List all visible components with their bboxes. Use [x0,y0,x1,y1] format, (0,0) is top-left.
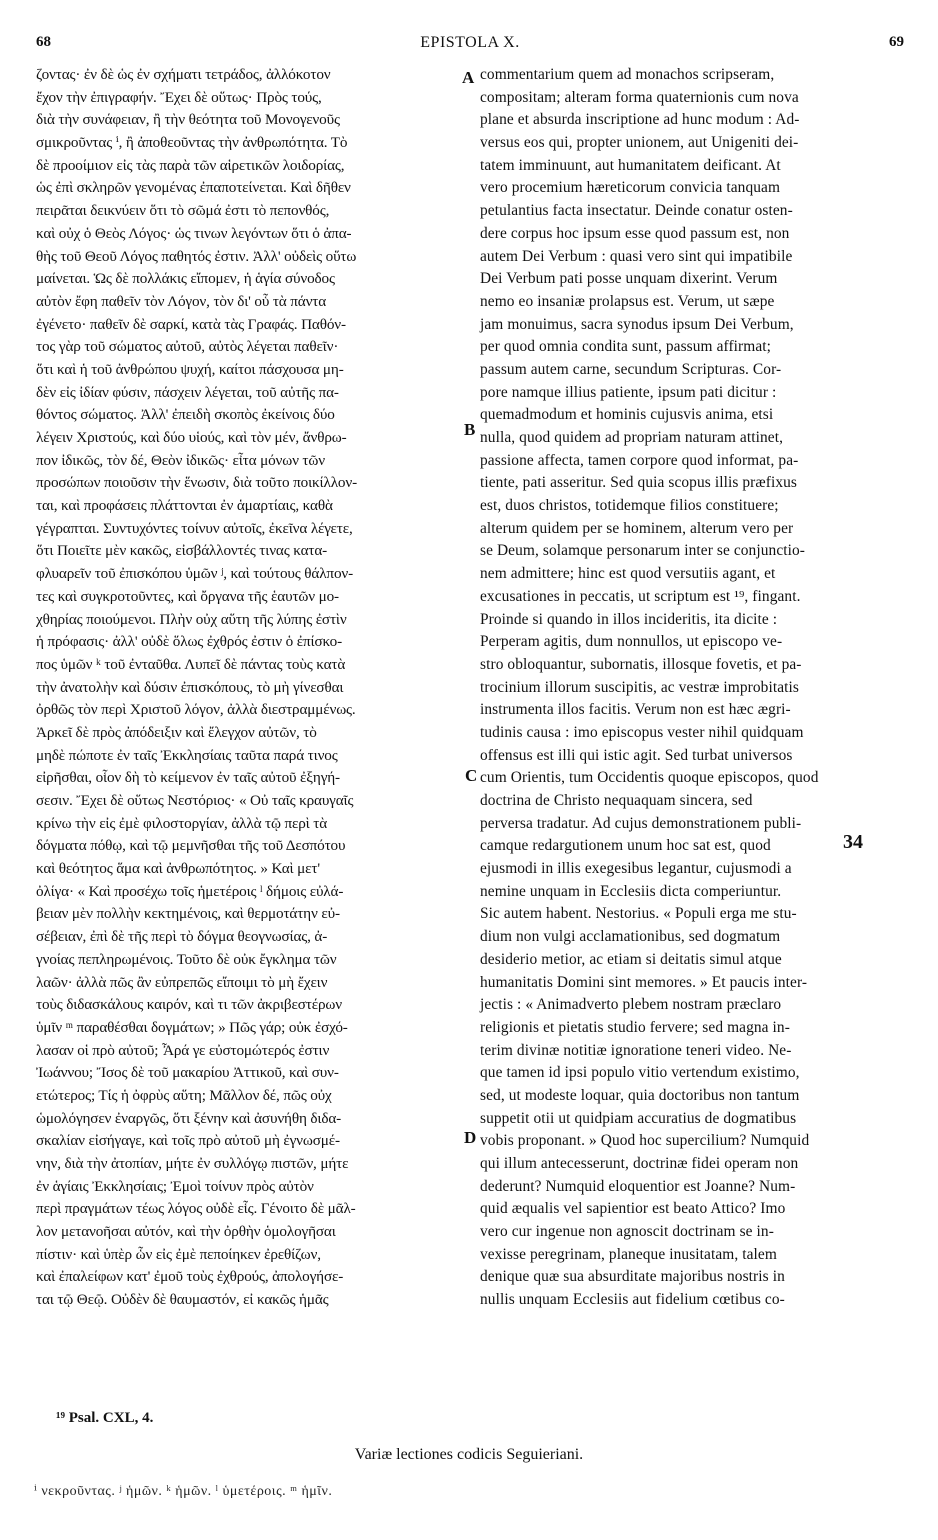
latin-text-line: dere corpus hoc ipsum esse quod passum est, non [480,224,790,242]
greek-text-line: δὲν εἰς ἰδίαν φύσιν, πάσχειν λέγεται, τοῦ αὐτῆς πα- [36,383,339,401]
greek-text-line: ὅτι Ποιεῖτε μὲν κακῶς, εἰσβάλλοντές τινας κατα- [36,542,328,560]
page-header [36,34,904,56]
greek-text-line: φλυαρεῖν τοῦ ἐπισκόπου ὑμῶν ʲ, καὶ τούτους θάλπον- [36,565,354,583]
latin-text-line: alterum quidem per se hominem, alterum vero per [480,519,794,537]
greek-text-line: προσώπων ποιοῦσιν τὴν ἕνωσιν, διὰ τοῦτο ποικίλλον- [36,474,357,492]
greek-text-line: καὶ ἐπαλείφων κατ' ἐμοῦ τοὺς ἐχθρούς, ἀπολογήσε- [36,1268,344,1286]
greek-text-line: ὅτι καὶ ἡ τοῦ ἀνθρώπου ψυχή, καίτοι πάσχουσα μη- [36,360,344,378]
latin-text-line: humanitatis Domini sint memores. » Et paucis inter- [480,973,808,991]
latin-text-line: tudinis causa : imo episcopus vester nihil quidquam [480,723,804,741]
latin-text-line: dederunt? Numquid eloquentior est Joanne? Num- [480,1177,796,1195]
latin-text-line: cum Orientis, tum Occidentis quoque episcopos, quod [480,769,819,787]
greek-text-line: γνοίας πεπληρωμένοις. Τοῦτο δὲ οὐκ ἔγκλημα τῶν [36,950,337,968]
latin-text-line: denique quæ sua absurditate majoribus nostris in [480,1268,785,1286]
greek-text-line: πειρᾶται δεικνύειν ὅτι τὸ σῶμά ἐστι τὸ πεπονθός, [36,202,330,220]
greek-text-line: ὡμολόγησεν ἐναργῶς, ὅτι ξένην καὶ ἀσυνήθη διδα- [36,1109,342,1127]
greek-text-line: νην, διὰ τὴν ἀτοπίαν, μήτε ἐν συλλόγῳ πιστῶν, μήτε [36,1155,349,1172]
variae-lectiones-title: Variæ lectiones codicis Seguieriani. [354,1446,584,1463]
latin-text-line: nulla, quod quidem ad propriam naturam attinet, [480,429,784,446]
greek-text-line: Ἰωάννου; Ἴσος δὲ τοῦ μακαρίου Ἀττικοῦ, καὶ συν- [36,1064,339,1082]
greek-text-line: σέβειαν, ἐπὶ δὲ τῆς περὶ τὸ δόγμα θεογνωσίας, ἀ- [36,928,328,946]
greek-text-line: ὀρθῶς τὸν περὶ Χριστοῦ λόγον, ἀλλὰ διεστραμμένως. [36,701,356,719]
greek-text-line: χθηρίας ποιούμενοι. Πλὴν οὐχ αὕτη τῆς λύπης ἐστὶν [36,610,347,628]
latin-text-line: camque redargutionem unum hoc sat est, quod [480,837,771,855]
latin-text-line: passione affecta, tamen corpore quod informat, pa- [480,451,799,469]
latin-text-line: nemo eo insaniæ prolapsus est. Verum, ut sæpe [480,292,775,310]
latin-text-line: terim divinæ notitiæ ignoratione teneri video. Ne- [480,1041,792,1059]
margin-marker-b: B [464,420,476,439]
latin-text-line: tiente, pati asseritur. Sed quia scopus illis præfixus [480,474,798,492]
latin-text-line: vexisse peregrinam, planeque inusitatam, talem [480,1245,777,1263]
latin-text-line: tatem imminuunt, aut humanitatem deificant. At [480,156,781,174]
greek-text-line: μαίνεται. Ὡς δὲ πολλάκις εἴπομεν, ἡ ἁγία σύνοδος [36,270,335,288]
latin-text-line: per quod omnia condita sunt, passum affirmat; [480,338,772,356]
latin-column [480,64,902,1312]
latin-text-line: se Deum, solamque personarum inter se conjunctio- [480,542,806,560]
greek-text-line: βειαν μὲν πολλὴν κεκτημένοις, καὶ θερμοτάτην εὐ- [36,905,340,923]
latin-text-line: stro obloquantur, subornatis, illosque fovetis, et pa- [480,655,802,673]
latin-text-line: Perperam agitis, dum nonnullos, ut episcopo ve- [480,633,783,651]
latin-text-line: jam monuimus, sacra synodus ipsum Dei Verbum, [480,315,794,333]
latin-text-line: nemine unquam in Ecclesiis dicta comperiuntur. [480,882,782,900]
latin-text-line: petulantius facta insectatur. Deinde conatur osten- [480,202,793,220]
greek-column [36,64,464,1312]
latin-text-line: suppetit otii ut quidpiam accuratius de dogmatibus [480,1109,797,1127]
greek-text-line: λαῶν· ἀλλὰ πῶς ἂν εὐπρεπῶς εἴποιμι τὸ μὴ ἔχειν [36,973,328,991]
latin-text-line: excusationes in peccatis, ut scriptum est ¹⁹, fingant. [480,587,801,605]
greek-text-line: ζοντας· ἐν δὲ ὡς ἐν σχήματι τετράδος, ἀλλόκοτον [36,66,331,83]
latin-text-line: doctrina de Christo nequaquam sincera, sed [480,792,753,809]
latin-text-line: autem Dei Verbum : quasi vero sint qui impatibile [480,247,793,265]
greek-text-line: ἐγένετο· παθεῖν δὲ σαρκί, κατὰ τὰς Γραφάς. Παθόν- [36,315,346,333]
greek-text-line: γέγραπται. Συντυχόντες τοίνυν αὐτοῖς, ἐκεῖνα λέγετε, [36,519,353,537]
latin-text-line: religionis et pietatis studio fervere; sed magna in- [480,1018,790,1036]
greek-text-line: πος ὑμῶν ᵏ τοῦ ἐνταῦθα. Λυπεῖ δὲ πάντας τοὺς κατὰ [36,655,346,673]
greek-text-line: τὴν ἀνατολὴν καὶ δύσιν ἐπισκόπους, τὸ μὴ γίνεσθαι [36,678,344,696]
greek-text-line: διὰ τὴν συνάφειαν, ἢ τὴν θεότητα τοῦ Μονογενοῦς [36,111,340,129]
greek-text-line: θὴς τοῦ Θεοῦ Λόγος παθητός ἐστιν. Ἀλλ' οὐδεὶς οὕτω [36,247,357,265]
margin-marker-c: C [465,766,478,785]
latin-text-line: que tamen id ipsi populo vitio vertendum existimo, [480,1064,800,1082]
latin-text-line: Sic autem habent. Nestorius. « Populi erga me stu- [480,905,797,923]
greek-text-line: καὶ θεότητος ἅμα καὶ ἀνθρωπότητος. » Καὶ μετ' [36,860,320,878]
right-page-number: 69 [889,34,904,50]
greek-text-line: τος γὰρ τοῦ σώματος αὐτοῦ, αὐτὸς λέγεται παθεῖν· [36,338,339,356]
latin-text-line: jectis : « Animadverto plebem nostram præclaro [480,996,782,1014]
greek-text-line: λον μετανοῆσαι αὐτόν, καὶ τὴν ὀρθὴν ὁμολογῆσαι [36,1223,336,1241]
greek-text-line: ἡ πρόφασις· ἀλλ' οὐδὲ ὅλως ἐχθρός ἐστιν ὁ ἐπίσκο- [36,633,342,651]
greek-text-line: δόγματα πόθῳ, καὶ τῷ μεμνῆσθαι τῆς τοῦ Δεσπότου [36,837,346,855]
greek-text-line: σμικροῦντας ⁱ, ἢ ἀποθεοῦντας τὴν ἀνθρωπότητα. Τὸ [36,134,348,152]
greek-text-line: ἐν ἁγίαις Ἐκκλησίαις; Ἐμοὶ τοίνυν πρὸς αὐτὸν [36,1177,314,1195]
greek-text-line: εἰρῆσθαι, οἷον δὴ τὸ κείμενον ἐν ταῖς αὐτοῦ ἐξηγή- [36,769,340,787]
latin-text-line: vero procemium hæreticorum convicia tanquam [480,179,781,197]
latin-text-line: qui illum antecesserunt, doctrinæ fidei operam non [480,1155,799,1172]
latin-text-line: quid æqualis vel sapientior est beato Attico? Imo [480,1200,786,1218]
greek-text-line: αὐτὸν ἔφη παθεῖν τὸν Λόγον, τὸν δι' οὗ τὰ πάντα [36,292,327,310]
greek-text-line: ται τῷ Θεῷ. Οὐδὲν δὲ θαυμαστόν, εἰ κακῶς ἡμᾶς [36,1291,329,1309]
latin-text-line: Dei Verbum pati posse unquam dixerint. Verum [480,270,778,288]
greek-text-line: κρίνω τὴν εἰς ἐμὲ φιλοστοργίαν, ἀλλὰ τῷ περὶ τὰ [36,814,327,832]
greek-text-line: δὲ προοίμιον εἰς τὰς παρὰ τῶν αἱρετικῶν λοιδορίας, [36,156,345,174]
latin-text-line: commentarium quem ad monachos scripseram, [480,66,775,83]
variae-lectiones-line: ⁱ νεκροῦντας. ʲ ἡμῶν. ᵏ ἡμῶν. ˡ ὑμετέροις. ᵐ ἡμῖν. [34,1484,333,1499]
greek-text-line: μηδὲ πώποτε ἐν ταῖς Ἐκκλησίαις ταῦτα παρά τινος [36,746,338,764]
latin-text-line: vobis proponant. » Quod hoc supercilium? Numquid [480,1132,810,1150]
left-page-number: 68 [36,34,51,50]
greek-text-line: λασαν οἱ πρὸ αὐτοῦ; Ἆρά γε εὐστομώτερός ἐστιν [36,1041,330,1059]
greek-text-line: περὶ πραγμάτων τέως λόγος οὐδὲ εἷς. Γένοιτο δὲ μᾶλ- [36,1200,356,1218]
latin-text-line: sed, ut modeste loquar, quia doctoribus non tantum [480,1086,800,1104]
greek-text-line: τες καὶ συγκροτοῦντες, καὶ ὄργανα τῆς ἑαυτῶν μο- [36,587,339,605]
greek-text-line: θόντος σώματος. Ἀλλ' ἐπειδὴ σκοπὸς ἐκείνοις δύο [36,406,335,424]
latin-text-line: compositam; alteram forma quaternionis cum nova [480,88,799,106]
margin-marker-d: D [464,1128,477,1147]
greek-text-line: καὶ οὐχ ὁ Θεὸς Λόγος· ὡς τινων λεγόντων ὅτι ὁ ἀπα- [36,224,352,242]
greek-text-line: λέγειν Χριστούς, καὶ δύο υἱούς, καὶ τὸν μέν, ἄνθρω- [36,429,347,446]
greek-text-line: ὡς ἐπὶ σκληρῶν γενομένας ἐπαποτείνεται. Καὶ δῆθεν [36,179,351,197]
latin-text-line: plane et absurda inscriptione ad hunc modum : Ad- [480,111,800,129]
greek-text-line: σκαλίαν εἰσήγαγε, καὶ τοῖς πρὸ αὐτοῦ μὴ ἐγνωσμέ- [36,1132,340,1150]
latin-text-line: vero cur ingenue non agnoscit doctrinam se in- [480,1223,774,1241]
greek-text-line: σεσιν. Ἔχει δὲ οὕτως Νεστόριος· « Οὐ ταῖς κραυγαῖς [36,792,354,809]
greek-text-line: ται, καὶ προφάσεις πλάττονται ἐν ἁμαρτίαις, καθὰ [36,497,333,515]
latin-text-line: pore namque illius patiente, ipsum pati dicitur : [480,383,777,401]
latin-text-line: est, duos christos, totidemque filios constituere; [480,497,779,515]
latin-text-line: versus eos qui, propter unionem, aut Unigeniti dei- [480,134,799,152]
latin-text-line: nullis unquam Ecclesiis aut fidelium cœtibus co- [480,1291,785,1309]
latin-text-line: nem admittere; hinc est quod versutiis agant, et [480,565,776,583]
latin-text-line: instrumenta illos facitis. Verum non est hæc ægri- [480,701,791,719]
greek-text-line: πίστιν· καὶ ὑπὲρ ὧν εἰς ἐμὲ πεποίηκεν ἐρεθίζων, [36,1245,321,1263]
greek-text-line: ετώτερος; Τίς ἡ ὀφρὺς αὕτη; Μᾶλλον δέ, πῶς οὐχ [36,1086,332,1104]
greek-text-line: πον ἰδικῶς, τὸν δέ, Θεὸν ἰδικῶς· εἶτα μόνων τῶν [36,451,325,469]
latin-text-line: offensus est illi qui istic agit. Sed turbat universos [480,746,793,764]
inline-page-number: 34 [843,831,863,853]
running-title: EPISTOLA X. [420,34,520,51]
latin-text-line: dium non vulgi acclamationibus, sed dogmatum [480,928,781,946]
latin-text-line: Proinde si quando in illos incideritis, ita dicite : [480,610,778,628]
footnote: ¹⁹ Psal. CXL, 4. [56,1410,154,1426]
greek-text-line: τοὺς διδασκάλους καιρόν, καὶ τι τῶν ἀκριβεστέρων [36,996,342,1014]
latin-text-line: ejusmodi in illis exegesibus legantur, cujusmodi a [480,860,792,878]
latin-text-line: trocinium illorum suscipitis, ac vestræ improbitatis [480,678,799,696]
greek-text-line: ὀλίγα· « Καὶ προσέχω τοῖς ἡμετέροις ˡ δήμοις εὐλά- [36,882,344,900]
latin-text-line: perversa tradatur. Ad cujus demonstrationem publi- [480,814,802,832]
greek-text-line: ὑμῖν ᵐ παραθέσθαι δογμάτων; » Πῶς γάρ; οὐκ ἐσχό- [36,1018,348,1036]
latin-text-line: quemadmodum et hominis cujusvis anima, etsi [480,406,774,424]
margin-marker-a: A [462,68,475,87]
greek-text-line: ἔχον τὴν ἐπιγραφήν. Ἔχει δὲ οὕτως· Πρὸς τούς, [36,88,322,106]
greek-text-line: Ἀρκεῖ δὲ πρὸς ἀπόδειξιν καὶ ἔλεγχον αὐτῶν, τὸ [36,723,317,741]
latin-text-line: passum autem carne, secundum Scripturas. Cor- [480,360,782,378]
latin-text-line: desiderio metior, ac etiam si deitatis simul atque [480,950,782,968]
